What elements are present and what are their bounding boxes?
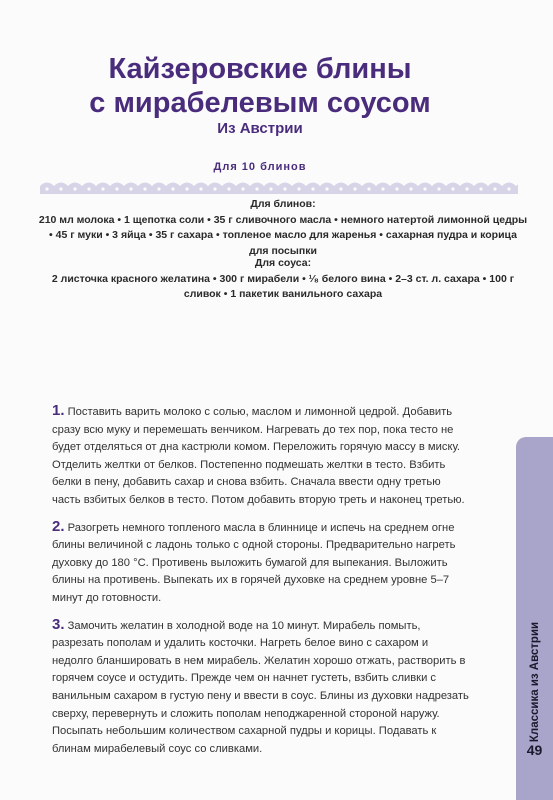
step-number: 2. xyxy=(52,517,65,535)
servings-label: Для 10 блинов xyxy=(213,161,307,173)
step-text: Разогреть немного топленого масла в блиннице и испечь на среднем огне блины величиной с ладонь только с одной стороны. Предварительно нагреть духовку до 180 °С. Противень выложить бумагой для выпекания. Выложить блины на противень. Выпекать их в горячей духовке на среднем уровне 5–7 минут до готовности. xyxy=(52,521,456,604)
step-number: 1. xyxy=(52,402,65,419)
step-number: 3. xyxy=(52,615,65,633)
sauce-ingredients-label: Для соуса: xyxy=(254,257,312,269)
step-2 xyxy=(52,518,472,608)
recipe-steps xyxy=(52,402,472,766)
pancake-ingredients-text: 210 мл молока • 1 щепотка соли • 35 г сливочного масла • немного натертой лимонной цедры • 45 г муки • 3 яйца • 35 г сахара • топленое масло для жаренья • сахарная пудра и корица для посыпки xyxy=(38,213,528,257)
pancake-ingredients-label: Для блинов: xyxy=(250,198,316,210)
pancake-ingredients xyxy=(38,197,528,259)
step-3 xyxy=(52,616,472,759)
step-text: Замочить желатин в холодной воде на 10 минут. Мирабель помыть, разрезать пополам и удалить косточки. Нагреть белое вино с сахаром и недолго бланшировать в нем мирабель. Желатин хорошо отжать, растворить в горячем соусе и остудить. Прежде чем он начнет густеть, взбить сливки с ванильным сахаром в густую пену и ввести в соус. Блины из духовки надрезать сверху, перевернуть и сложить пополам неподжаренной стороной наружу. Посыпать небольшим количеством сахарной пудры и корицы. Подавать к блинам мирабелевый соус со сливками. xyxy=(52,619,469,755)
step-1 xyxy=(52,402,472,510)
decorative-border xyxy=(40,182,518,194)
step-text: Поставить варить молоко с солью, маслом и лимонной цедрой. Добавить сразу всю муку и перемешать венчиком. Нагревать до тех пор, пока тесто не будет отделяться от дна кастрюли комом. Переложить горячую массу в миску. Отделить желтки от белков. Постепенно подмешать желтки в тесто. Взбить белки в пену, добавить сахар и снова взбить. Сначала ввести одну третью часть взбитых белков в тесто. Потом добавить вторую треть и наконец третью. xyxy=(52,406,465,506)
recipe-subtitle: Из Австрии xyxy=(217,120,303,137)
recipe-title-line2: с мирабелевым соусом xyxy=(89,87,431,119)
recipe-title-line1: Кайзеровские блины xyxy=(108,53,412,85)
section-label-text: Классика из Австрии xyxy=(529,621,541,743)
sauce-ingredients-text: 2 листочка красного желатина • 300 г мирабели • ¹⁄₈ белого вина • 2–3 ст. л. сахара • 100 г сливок • 1 пакетик ванильного сахара xyxy=(51,272,515,300)
sauce-ingredients xyxy=(38,256,528,303)
page-number: 49 xyxy=(526,742,543,758)
